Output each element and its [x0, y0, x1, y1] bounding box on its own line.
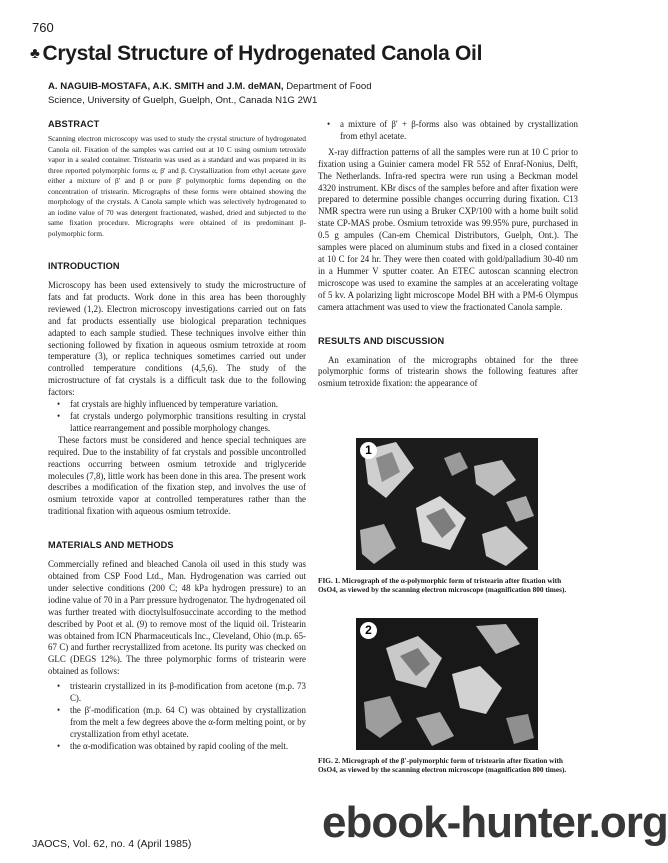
affiliation-line-1: Department of Food [283, 81, 372, 92]
author-names: A. NAGUIB-MOSTAFA, A.K. SMITH and J.M. deMAN, [48, 81, 284, 92]
figure-2-caption: FIG. 2. Micrograph of the β′-polymorphic form of tristearin after fixation with OsO4, as viewed by the scanning electron microscope (magnification 800 times). [318, 756, 567, 774]
methods-paragraph-1: Commercially refined and bleached Canola oil used in this study was obtained from CSP Food Ltd., Man. Hydrogenation was carried out under selective conditions (200 C; 48 kPa hydrogen pressure) to an iodine value of 70 in a Parr pressure hydrogenator. The hydrogenated oil was further treated with dioctylsulfosuccinate according to the method described by Poot et al. (9) to remove most of the liquid oil. Tristearin was obtained from ICN Pharmaceuticals Inc., Cleveland, Ohio (m.p. 65-67 C) and further recrystallized from acetone. Its purity was checked on GLC (DEGS 12%). The three polymorphic forms of tristearin were obtained as follows: [48, 559, 306, 677]
abstract-heading: ABSTRACT [48, 119, 100, 129]
list-item: • tristearin crystallized in its β-modification from acetone (m.p. 73 C). [48, 681, 306, 705]
methods-bullet-list-continued [318, 119, 578, 143]
introduction-paragraph-1: Microscopy has been used extensively to study the microstructure of fats and fat products. Work done in this area has been thoroughly reviewed (1,2). Electron microscopy investigations carried out on fats and fat products essentially use biological preparation techniques adapted to each sample studied. These techniques involve either thin sectioning followed by fixation in aqueous osmium tetroxide at room temperature (3), or replica techniques sometimes carried out under controlled temperature conditions (4,5,6). The study of the microstructure of fat crystals is a difficult task due to the following factors: [48, 280, 306, 398]
micrograph-2-image [356, 618, 538, 750]
figure-2-micrograph [356, 618, 538, 750]
list-item: • the α-modification was obtained by rapid cooling of the melt. [48, 741, 306, 753]
methods-paragraph-2: X-ray diffraction patterns of all the samples were run at 10 C prior to fixation using a Guinier camera model FR 552 of Enraf-Nonius, Delft, The Netherlands. Infra-red spectra were run using a Beckman model 4320 instrument. KBr discs of the samples before and after fixation were prepared to determine possible changes occurring during fixation. C13 NMR spectra were run using a Bruker CXP/100 with a home built solid state CP-MAS probe. Osmium tetroxide was 99.95% pure, purchased in 0.5 g ampules (Can-em Chemical Distributors, Guelph, Ont.). The samples were placed on aluminum stubs and fixed in a closed container at 10 C for 24 hr. They were then coated with gold/palladium 30-40 nm in a Hummer V sputter coater. An ETEC autoscan scanning electron microscope was used to examine the samples at an accelerating voltage of 5 kv. A polarizing light microscope Model BH with a PM-6 Olympus camera attachment was used to view the fractionated Canola sample. [318, 146, 578, 312]
introduction-section [48, 261, 306, 518]
page-number: 760 [32, 20, 54, 35]
abstract-section [48, 119, 306, 239]
right-column [318, 119, 578, 390]
figure-number-badge: 1 [360, 442, 377, 459]
journal-logo-icon: ♣ [30, 45, 40, 62]
methods-bullet-list [48, 681, 306, 752]
abstract-text: Scanning electron microscopy was used to study the crystal structure of hydrogenated Canola oil. Fixation of the samples was carried out at 10 C using osmium tetroxide vapor in a sealed container. Tristearin was used as a standard and was prepared in its three reported polymorphic forms α, β′ and β. Crystallization from ethyl acetate gave either a mixture of β′ and β or pure β′ polymorphic forms depending on the concentration of tristearin. Micrographs of these forms were obtained showing the morphology of the crystals. A Canola sample which was selectively hydrogenated to an iodine value of 70 was detergent fractionated, washed, dried and subjected to the same fixation procedure. Micrographs were obtained of its predominant β-polymorphic form. [48, 134, 306, 238]
introduction-paragraph-2: These factors must be considered and hence special techniques are required. Due to the instability of fat crystals and possible uncontrolled reactions occurring between osmium tetroxide and triglyceride molecules (7,8), little work has been done in this area. The present work describes a modification of the fixation step, and involves the use of osmium tetroxide vapor at controlled temperatures rather than the traditional fixation with aqueous osmium tetroxide. [48, 434, 306, 517]
title-text: Crystal Structure of Hydrogenated Canola Oil [42, 42, 483, 65]
micrograph-1-image [356, 438, 538, 570]
methods-section [48, 540, 306, 753]
journal-footer: JAOCS, Vol. 62, no. 4 (April 1985) [32, 838, 192, 850]
introduction-heading: INTRODUCTION [48, 261, 120, 271]
left-column [48, 119, 306, 753]
introduction-bullet-list [48, 399, 306, 435]
results-paragraph-1: An examination of the micrographs obtained for the three polymorphic forms of tristearin shows the following features after osmium tetroxide fixation: the appearance of [318, 354, 578, 389]
figure-1-caption: FIG. 1. Micrograph of the α-polymorphic form of tristearin after fixation with OsO4, as viewed by the scanning electron microscope (magnification 800 times). [318, 576, 567, 594]
figure-1-micrograph [356, 438, 538, 570]
watermark-text: ebook-hunter.org [322, 798, 668, 847]
list-item: • a mixture of β′ + β-forms also was obtained by crystallization from ethyl acetate. [318, 119, 578, 143]
results-heading: RESULTS AND DISCUSSION [318, 335, 445, 346]
methods-heading: MATERIALS AND METHODS [48, 540, 174, 551]
list-item: • the β′-modification (m.p. 64 C) was obtained by crystallization from the melt a few degrees above the α-form melting point, or by crystallization from ethyl acetate. [48, 705, 306, 741]
list-item: • fat crystals undergo polymorphic transitions resulting in crystal lattice rearrangement and possible morphology changes. [48, 411, 306, 435]
figure-number-badge: 2 [360, 622, 377, 639]
author-block [48, 80, 568, 108]
affiliation-line-2: Science, University of Guelph, Guelph, Ont., Canada N1G 2W1 [48, 95, 318, 106]
article-title [30, 42, 482, 66]
list-item: • fat crystals are highly influenced by temperature variation. [48, 399, 306, 411]
